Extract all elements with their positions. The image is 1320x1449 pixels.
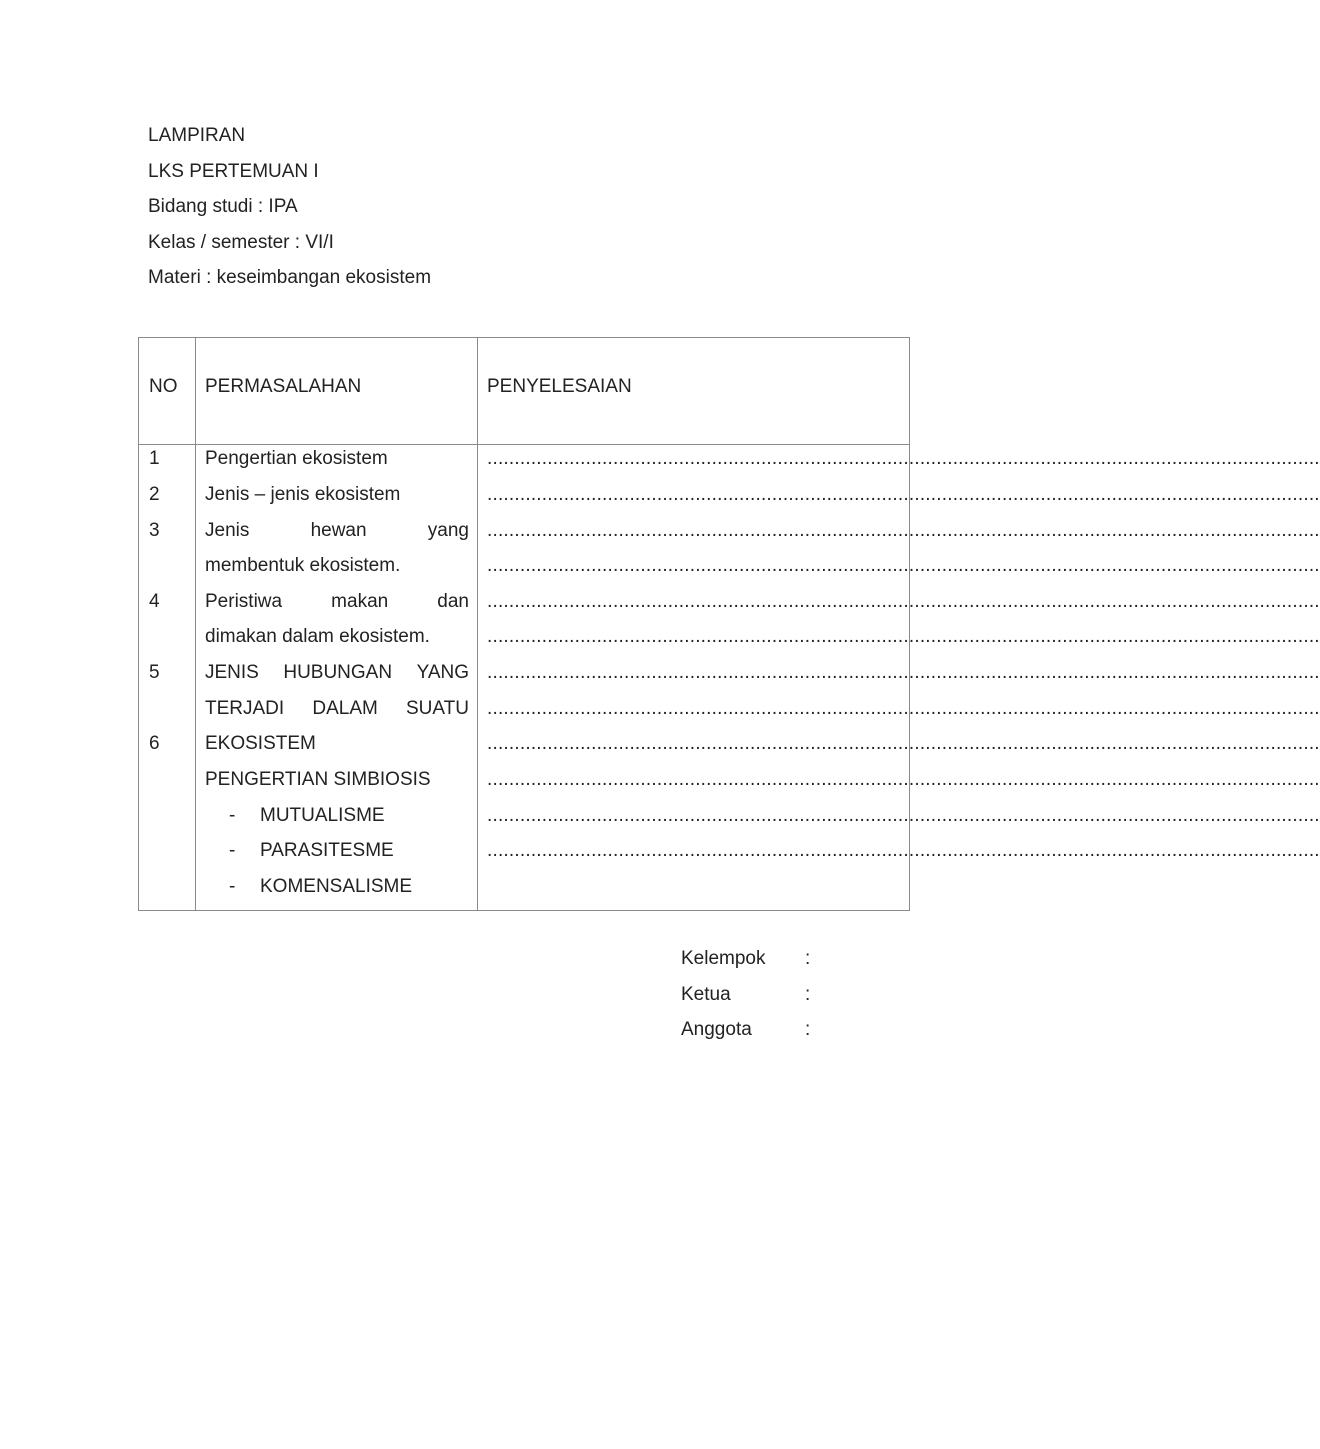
answer-line[interactable]: ........................................................................................................................................................ xyxy=(487,698,1320,719)
problem-line: Pengertian ekosistem xyxy=(205,448,388,469)
column-header-solution: PENYELESAIAN xyxy=(487,376,632,397)
signature-row-group[interactable] xyxy=(681,941,921,977)
answer-line[interactable]: ........................................................................................................................................................ xyxy=(487,520,1320,541)
problem-word: Peristiwa xyxy=(205,591,283,612)
problem-line xyxy=(205,591,469,613)
row-number: 3 xyxy=(149,520,160,541)
problem-word: SUATU xyxy=(406,698,469,719)
problem-line xyxy=(205,662,469,684)
header-class-semester: Kelas / semester : VI/I xyxy=(148,231,334,253)
answer-line[interactable]: ........................................................................................................................................................ xyxy=(487,484,1320,505)
signature-row-members[interactable] xyxy=(681,1012,921,1048)
problem-word: hewan xyxy=(310,520,367,541)
table-header-divider xyxy=(139,444,909,445)
sub-item-bullet: - xyxy=(229,840,236,861)
problem-line: EKOSISTEM xyxy=(205,733,316,754)
signature-row-leader[interactable] xyxy=(681,977,921,1013)
group-signature-block xyxy=(681,941,921,1048)
problem-word: DALAM xyxy=(312,698,378,719)
problem-word: dan xyxy=(437,591,469,612)
header-subject: Bidang studi : IPA xyxy=(148,196,298,218)
answer-line[interactable]: ........................................................................................................................................................ xyxy=(487,591,1320,612)
answer-line[interactable]: ........................................................................................................................................................ xyxy=(487,626,1320,647)
sub-item-mutualism: MUTUALISME xyxy=(260,805,385,826)
row-number: 5 xyxy=(149,662,160,683)
row-number: 6 xyxy=(149,733,160,754)
answer-line[interactable]: ........................................................................................................................................................ xyxy=(487,555,1320,576)
column-header-problem: PERMASALAHAN xyxy=(205,376,362,397)
header-title: LAMPIRAN xyxy=(148,125,246,146)
problem-line xyxy=(205,698,469,720)
answer-line[interactable]: ........................................................................................................................................................ xyxy=(487,769,1320,790)
problem-word: yang xyxy=(427,520,469,541)
problem-line xyxy=(205,520,469,542)
problem-word: makan xyxy=(331,591,389,612)
header-meeting: LKS PERTEMUAN I xyxy=(148,160,319,182)
problem-word: JENIS xyxy=(205,662,259,683)
problem-word: HUBUNGAN xyxy=(283,662,393,683)
table-divider-2 xyxy=(477,338,478,910)
leader-label: Ketua xyxy=(681,983,731,1005)
problem-line: dimakan dalam ekosistem. xyxy=(205,626,430,647)
sub-item-commensalism: KOMENSALISME xyxy=(260,876,413,897)
row-number: 2 xyxy=(149,484,160,505)
members-label: Anggota xyxy=(681,1019,752,1041)
sub-item-bullet: - xyxy=(229,876,236,897)
group-label: Kelempok xyxy=(681,948,766,969)
problem-line: PENGERTIAN SIMBIOSIS xyxy=(205,769,431,790)
document-header xyxy=(148,118,431,296)
answer-line[interactable]: ........................................................................................................................................................ xyxy=(487,805,1320,826)
table-divider-1 xyxy=(195,338,196,910)
leader-colon: : xyxy=(805,983,811,1005)
sub-item-parasitism: PARASITESME xyxy=(260,840,394,861)
answer-line[interactable]: ........................................................................................................................................................ xyxy=(487,840,1320,861)
row-number: 4 xyxy=(149,591,160,612)
members-colon: : xyxy=(805,1019,811,1041)
problem-line: Jenis – jenis ekosistem xyxy=(205,484,401,505)
problem-word: Jenis xyxy=(205,520,250,541)
header-material: Materi : keseimbangan ekosistem xyxy=(148,267,432,289)
problem-word: YANG xyxy=(416,662,469,683)
problem-line: membentuk ekosistem. xyxy=(205,555,401,576)
answer-line[interactable]: ........................................................................................................................................................ xyxy=(487,662,1320,683)
column-header-no: NO xyxy=(149,376,178,397)
answer-line[interactable]: ........................................................................................................................................................ xyxy=(487,448,1320,469)
answer-line[interactable]: ........................................................................................................................................................ xyxy=(487,733,1320,754)
worksheet-table xyxy=(138,337,1320,911)
group-colon: : xyxy=(805,948,811,969)
row-number: 1 xyxy=(149,448,160,469)
problem-word: TERJADI xyxy=(205,698,285,719)
sub-item-bullet: - xyxy=(229,805,236,826)
